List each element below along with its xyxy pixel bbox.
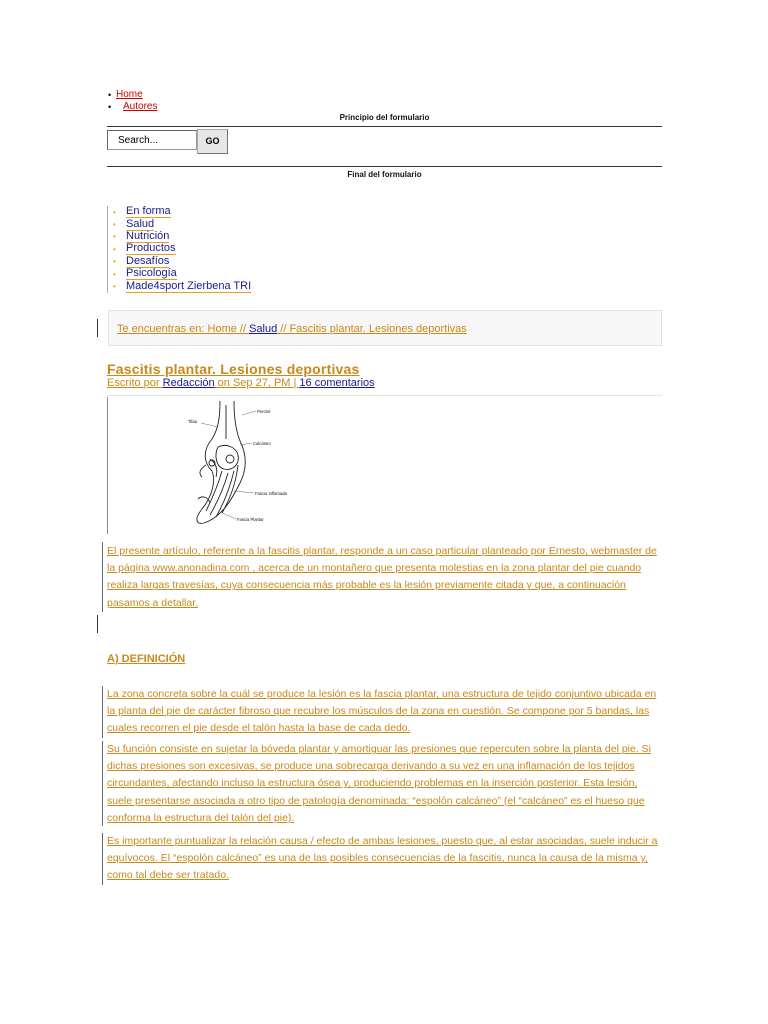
bullet-icon: • <box>113 207 116 217</box>
breadcrumb <box>117 323 467 335</box>
bullet-icon: • <box>113 244 116 254</box>
article-divider <box>107 395 662 396</box>
search-input[interactable]: Search... <box>107 130 197 150</box>
intro-paragraph: El presente artículo, referente a la fascitis plantar, responde a un caso particular planteado por Ernesto, webmaster de la página www.anonadina.com , acerca de un montañero que presenta molestias en la zona plantar del pie cuando realiza largas travesías, cuya consecuencia más probable es la lesión previamente citada y que, a continuación pasamos a detallar. <box>107 545 657 609</box>
form-start-label: Principio del formulario <box>339 113 430 122</box>
bullet-icon: • <box>113 257 116 267</box>
figure-label-fascia-inflamada: Fascia Inflamada <box>255 491 287 496</box>
figure-label-fascia-plantar: Fascia Plantar <box>237 517 264 522</box>
bullet-icon: • <box>113 232 116 242</box>
home-link[interactable]: Home <box>116 89 143 100</box>
comments-link[interactable]: 16 comentarios <box>299 377 375 389</box>
bullet-icon: • <box>108 90 112 100</box>
p3-left-bar <box>102 833 103 885</box>
separator-marker <box>97 615 98 633</box>
category-label[interactable]: Psicología <box>126 267 177 280</box>
breadcrumb-current[interactable]: // Fascitis plantar. Lesiones deportivas <box>277 323 467 335</box>
bullet-icon: • <box>113 269 116 279</box>
p2-left-bar <box>102 741 103 826</box>
category-item-made4sport[interactable] <box>110 280 251 292</box>
category-list <box>107 206 251 293</box>
category-item-salud[interactable] <box>110 218 251 230</box>
breadcrumb-salud-link[interactable]: Salud <box>249 323 278 335</box>
category-label[interactable]: Made4sport Zierbena TRI <box>126 279 252 292</box>
category-label[interactable]: Productos <box>126 242 176 255</box>
top-nav <box>108 89 157 113</box>
form-divider-bottom <box>107 166 662 167</box>
category-item-desafios[interactable] <box>110 256 251 268</box>
category-label[interactable]: En forma <box>126 205 171 218</box>
category-item-nutricion[interactable] <box>110 231 251 243</box>
category-item-productos[interactable] <box>110 243 251 255</box>
category-label[interactable]: Desafíos <box>126 254 170 267</box>
definition-paragraph-2: Su función consiste en sujetar la bóveda plantar y amortiguar las presiones que repercuten sobre la planta del pie. Si dichas presiones son excesivas, se produce una sobrecarga derivando a su vez en una inflamación de los tejidos circundantes, afectando incluso la estructura ósea y, produciendo problemas en la inserción posterior. Esta lesión, suele presentarse asociada a otro tipo de patología denominada: “espolón calcáneo” (el “calcáneo” es el hueso que conforma la estructura del talón del pie). <box>107 743 651 824</box>
breadcrumb-prefix[interactable]: Te encuentras en: Home // <box>117 323 250 335</box>
byline-prefix: Escrito por <box>107 377 163 389</box>
article-title[interactable]: Fascitis plantar. Lesiones deportivas <box>107 361 360 377</box>
author-link[interactable]: Redacción <box>162 377 215 389</box>
form-divider-top <box>107 126 662 127</box>
foot-anatomy-figure <box>182 399 287 529</box>
autores-link[interactable]: Autores <box>123 101 158 112</box>
category-label[interactable]: Salud <box>126 217 155 230</box>
bullet-icon: • <box>113 282 116 292</box>
nav-item-autores <box>108 101 157 113</box>
figure-label-perone: Peroné <box>257 409 271 414</box>
definition-paragraph-1: La zona concreta sobre la cuál se produce la lesión es la fascia plantar, una estructura de tejido conjuntivo ubicada en la planta del pie de carácter fibroso que recubre los músculos de la zona en cuestión. Se compone por 5 bandas, las cuales recorren el pie desde el talón hasta la base de cada dedo. <box>107 688 657 735</box>
figure-label-tibia: Tibia <box>188 419 197 424</box>
article-byline <box>107 377 375 389</box>
go-button[interactable]: GO <box>197 129 228 154</box>
category-label[interactable]: Nutrición <box>126 229 170 242</box>
definition-paragraph-3: Es importante puntualizar la relación causa / efecto de ambas lesiones, puesto que, al estar asociadas, suele inducir a equívocos. El “espolón calcáneo” es una de las posibles consecuencias de la fascitis, nunca la causa de la misma y, como tal debe ser tratado. <box>107 835 658 882</box>
bullet-icon: • <box>108 102 112 112</box>
p1-left-bar <box>102 686 103 738</box>
intro-left-bar <box>102 542 103 612</box>
nav-item-home <box>108 89 157 101</box>
form-end-label: Final del formulario <box>347 170 422 179</box>
byline-date: on Sep 27, PM | <box>214 377 300 389</box>
category-item-en-forma[interactable] <box>110 206 251 218</box>
bullet-icon: • <box>113 220 116 230</box>
category-item-psicologia[interactable] <box>110 268 251 280</box>
breadcrumb-marker <box>97 319 98 337</box>
section-title: A) DEFINICIÓN <box>107 653 186 665</box>
figure-label-calcaneo: Calcáneo <box>253 441 271 446</box>
figure-left-border <box>107 397 108 534</box>
